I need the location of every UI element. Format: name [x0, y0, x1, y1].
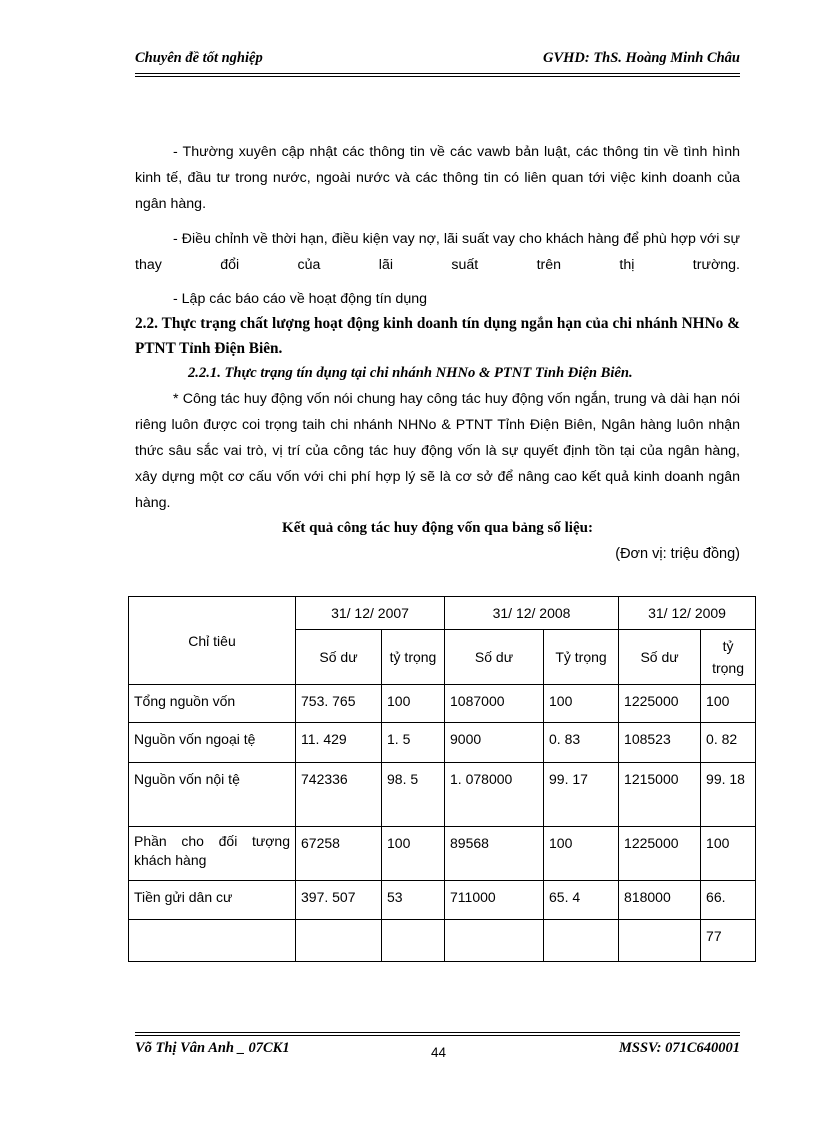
cell: 9000	[445, 723, 544, 763]
header-chi-tieu: Chỉ tiêu	[129, 597, 296, 685]
table-row	[129, 920, 756, 962]
cell	[296, 920, 382, 962]
header-rule-2	[135, 76, 740, 77]
cell: 99. 17	[544, 763, 619, 827]
paragraph-update-info: - Thường xuyên cập nhật các thông tin về các vawb bản luật, các thông tin về tình hình kinh tế, đầu tư trong nước, ngoài nước và các thông tin có liên quan tới việc kinh doanh của ngân hàng.	[135, 144, 740, 212]
cell: 753. 765	[296, 685, 382, 723]
table-row	[129, 723, 756, 763]
table-header-row	[129, 597, 756, 630]
paragraph-capital-mobilization: * Công tác huy động vốn nói chung hay công tác huy động vốn ngắn, trung và dài hạn nói riêng luôn được coi trọng taih chi nhánh NHNo & PTNT Tỉnh Điện Biên, Ngân hàng luôn nhận thức sâu sắc vai trò, vị trí của công tác huy động vốn là sự quyết định tồn tại của ngân hàng, xây dựng một cơ cấu vốn với chi phí hợp lý sẽ là cơ sở để nâng cao kết quả kinh doanh ngân hàng.	[135, 391, 740, 511]
cell: 0. 82	[701, 723, 756, 763]
section-heading-2-2-1: 2.2.1. Thực trạng tín dụng tại chi nhánh NHNo & PTNT Tỉnh Điện Biên.	[188, 365, 633, 381]
paragraph-adjust-terms: - Điều chỉnh về thời hạn, điều kiện vay nợ, lãi suất vay cho khách hàng để phù hợp với sự thay đổi của lãi suất trên thị trường.	[135, 231, 740, 273]
cell: 1087000	[445, 685, 544, 723]
cell: 65. 4	[544, 881, 619, 920]
page-footer	[135, 1040, 740, 1064]
cell: 99. 18	[701, 763, 756, 827]
cell: 742336	[296, 763, 382, 827]
page-header	[135, 48, 740, 72]
header-right: GVHD: ThS. Hoàng Minh Châu	[542, 50, 740, 66]
capital-table	[128, 596, 756, 962]
footer-student-id: MSSV: 071C640001	[619, 1040, 740, 1056]
cell	[445, 920, 544, 962]
cell: 1. 5	[382, 723, 445, 763]
header-left: Chuyên đề tốt nghiệp	[135, 50, 263, 66]
table-row	[129, 827, 756, 881]
cell: 818000	[619, 881, 701, 920]
table-caption: Kết quả công tác huy động vốn qua bảng số liệu:	[282, 520, 593, 536]
row-label: Nguồn vốn nội tệ	[129, 763, 296, 827]
footer-rule-2	[135, 1035, 740, 1036]
cell: 1225000	[619, 827, 701, 881]
section-heading-2-2: 2.2. Thực trạng chất lượng hoạt động kinh doanh tín dụng ngắn hạn của chi nhánh NHNo & PTNT Tỉnh Điện Biên.	[135, 315, 740, 357]
cell: 100	[701, 827, 756, 881]
table-row	[129, 685, 756, 723]
cell: 100	[382, 685, 445, 723]
cell	[544, 920, 619, 962]
cell: 66.	[701, 881, 756, 920]
cell: 53	[382, 881, 445, 920]
cell: 1. 078000	[445, 763, 544, 827]
cell: 100	[544, 685, 619, 723]
subheader-ty-trong: tỷ trọng	[382, 630, 445, 685]
cell	[619, 920, 701, 962]
header-year-2008: 31/ 12/ 2008	[445, 597, 619, 630]
row-label: Tổng nguồn vốn	[129, 685, 296, 723]
header-year-2009: 31/ 12/ 2009	[619, 597, 756, 630]
row-label: Nguồn vốn ngoại tệ	[129, 723, 296, 763]
page-number: 44	[431, 1045, 447, 1060]
cell: 98. 5	[382, 763, 445, 827]
row-label	[129, 920, 296, 962]
paragraph-reports: - Lập các báo cáo về hoạt động tín dụng	[173, 291, 427, 307]
cell: 89568	[445, 827, 544, 881]
cell: 397. 507	[296, 881, 382, 920]
cell: 0. 83	[544, 723, 619, 763]
cell: 100	[544, 827, 619, 881]
row-label: Phần cho đối tượng khách hàng	[129, 827, 296, 881]
cell: 77	[701, 920, 756, 962]
subheader-ty-trong: tỷ trọng	[701, 630, 756, 685]
subheader-so-du: Số dư	[296, 630, 382, 685]
cell	[382, 920, 445, 962]
cell: 711000	[445, 881, 544, 920]
table-row	[129, 881, 756, 920]
subheader-so-du: Số dư	[619, 630, 701, 685]
footer-rule	[135, 1032, 740, 1033]
subheader-so-du: Số dư	[445, 630, 544, 685]
cell: 11. 429	[296, 723, 382, 763]
header-year-2007: 31/ 12/ 2007	[296, 597, 445, 630]
table-unit: (Đơn vị: triệu đồng)	[615, 546, 740, 562]
subheader-ty-trong: Tỷ trọng	[544, 630, 619, 685]
cell: 1215000	[619, 763, 701, 827]
footer-author: Võ Thị Vân Anh _ 07CK1	[135, 1040, 290, 1056]
cell: 108523	[619, 723, 701, 763]
header-rule	[135, 73, 740, 74]
table-row	[129, 763, 756, 827]
cell: 1225000	[619, 685, 701, 723]
cell: 100	[701, 685, 756, 723]
cell: 100	[382, 827, 445, 881]
row-label: Tiền gửi dân cư	[129, 881, 296, 920]
cell: 67258	[296, 827, 382, 881]
